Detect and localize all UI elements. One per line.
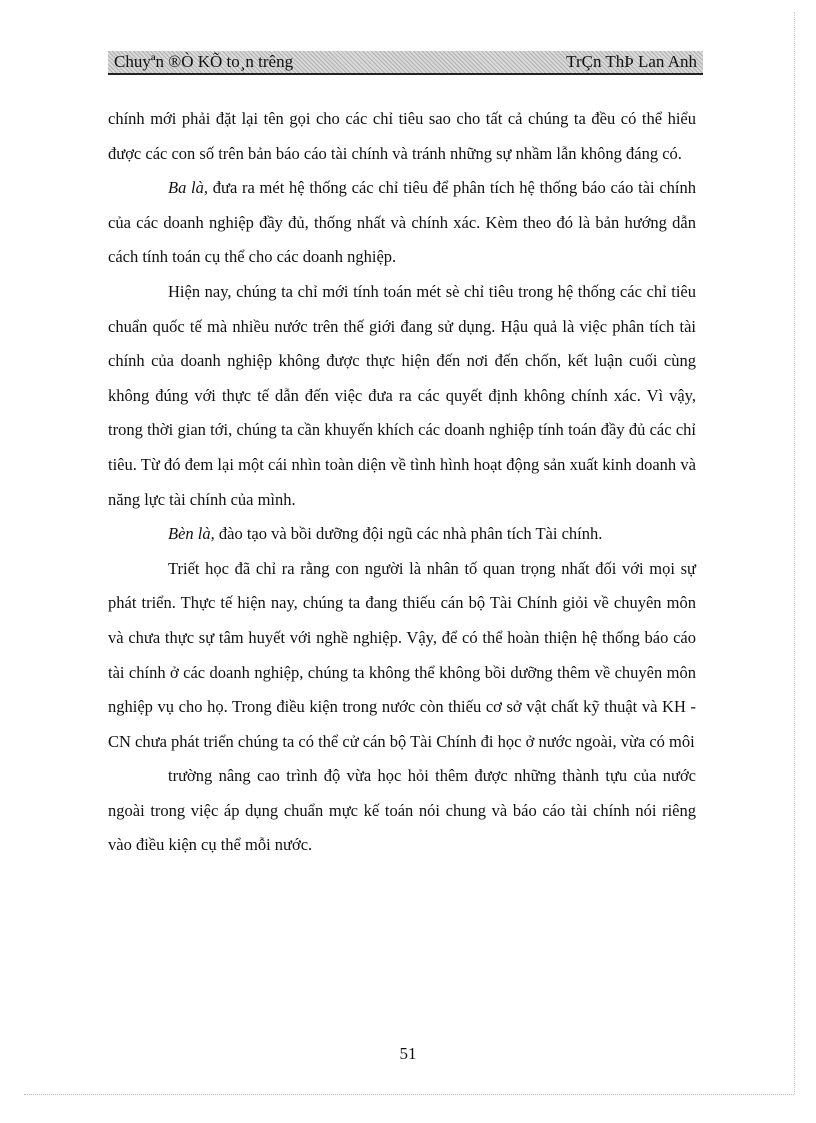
paragraph-lead: Bèn là,: [168, 524, 215, 544]
paragraph-lead: Ba là,: [168, 178, 209, 198]
paragraph-5: Triết học đã chỉ ra rằng con người là nhân tố quan trọng nhất đối với mọi sự phát triển. Thực tế hiện nay, chúng ta đang thiếu cán bộ Tài Chính giỏi về chuyên môn và chưa thực sự tâm huyết với nghề nghiệp. Vậy, để có thể hoàn thiện hệ thống báo cáo tài chính ở các doanh nghiệp, chúng ta không thể không bồi dưỡng thêm về chuyên môn nghiệp vụ cho họ. Trong điều kiện trong nước còn thiếu cơ sở vật chất kỹ thuật và KH - CN chưa phát triển chúng ta có thể cử cán bộ Tài Chính đi học ở nước ngoài, vừa có môi: [108, 558, 696, 751]
page-number: 51: [399, 1044, 417, 1063]
bottom-divider: [24, 1094, 794, 1095]
header-author: TrÇn ThÞ Lan Anh: [566, 52, 697, 71]
paragraph-4: Bèn là, đào tạo và bồi dưỡng đội ngũ các nhà phân tích Tài chính.: [168, 524, 603, 544]
paragraph-2: Ba là, đưa ra mét hệ thống các chỉ tiêu để phân tích hệ thống báo cáo tài chính của các doanh nghiệp đầy đủ, thống nhất và chính xác. Kèm theo đó là bản hướng dẫn cách tính toán cụ thể cho các doanh nghiệp.: [108, 178, 696, 267]
header-title: Chuyªn ®Ò KÕ to¸n trêng: [114, 52, 294, 71]
paragraph-6: trường nâng cao trình độ vừa học hỏi thêm được những thành tựu của nước ngoài trong việc áp dụng chuẩn mực kế toán nói chung và báo cáo tài chính nói riêng vào điều kiện cụ thể mỗi nước.: [108, 766, 696, 855]
body-text: [108, 102, 696, 863]
running-header: [108, 51, 703, 75]
right-divider: [794, 12, 795, 1094]
paragraph-1: chính mới phải đặt lại tên gọi cho các chỉ tiêu sao cho tất cả chúng ta đều có thể hiểu được các con số trên bản báo cáo tài chính và tránh những sự nhầm lẫn không đáng có.: [108, 109, 696, 163]
paragraph-3: Hiện nay, chúng ta chỉ mới tính toán mét sè chỉ tiêu trong hệ thống các chỉ tiêu chuẩn quốc tế mà nhiều nước trên thế giới đang sử dụng. Hậu quả là việc phân tích tài chính của doanh nghiệp không được thực hiện đến nơi đến chốn, kết luận cuối cùng không đúng với thực tế dẫn đến việc đưa ra các quyết định không chính xác. Vì vậy, trong thời gian tới, chúng ta cần khuyến khích các doanh nghiệp tính toán đầy đủ các chỉ tiêu. Từ đó đem lại một cái nhìn toàn diện về tình hình hoạt động sản xuất kinh doanh và năng lực tài chính của mình.: [108, 281, 696, 509]
